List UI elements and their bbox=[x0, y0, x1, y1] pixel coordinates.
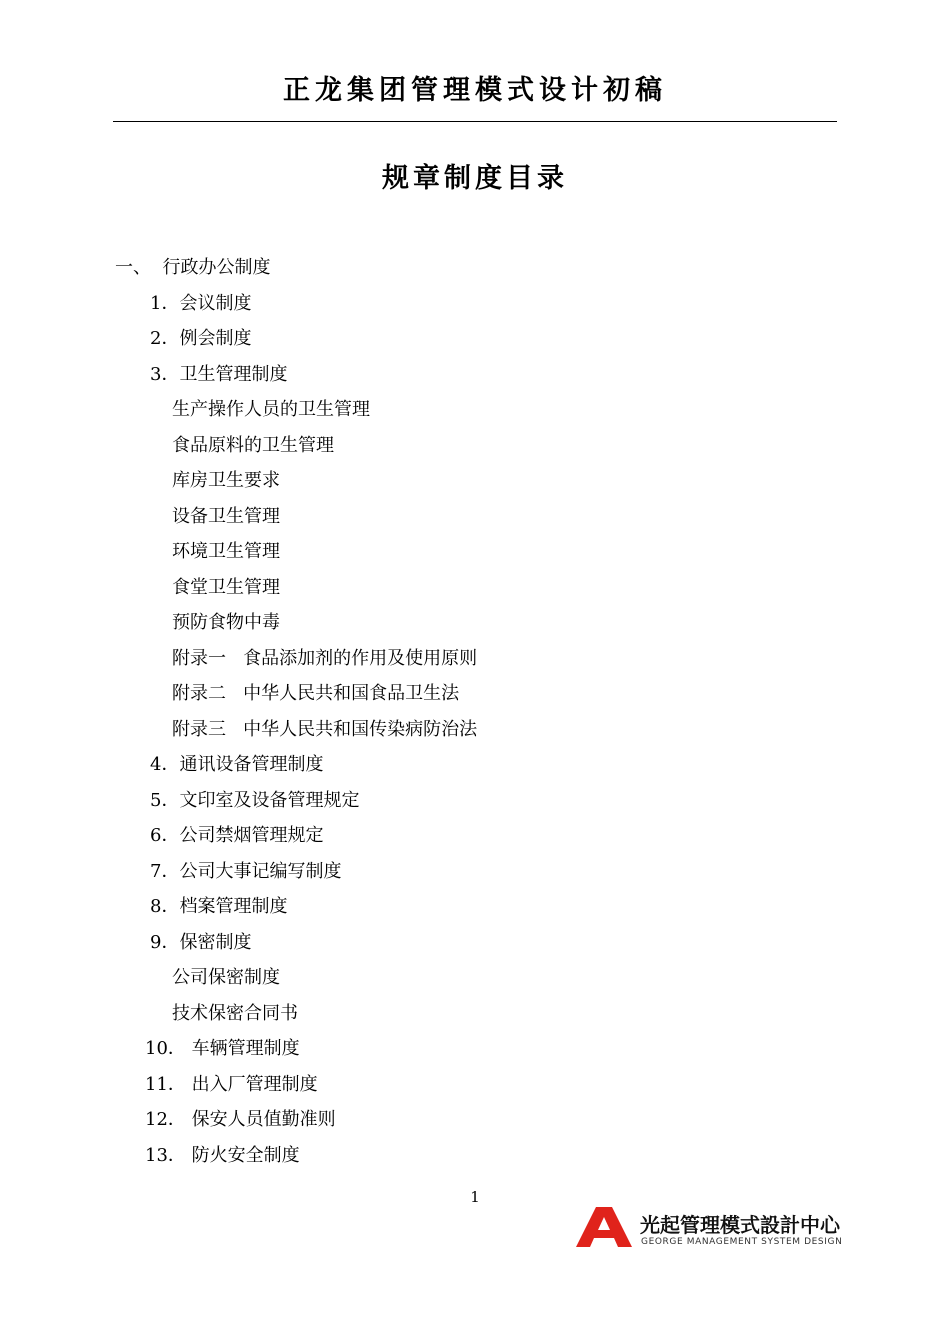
toc-item: 3．卫生管理制度 bbox=[150, 363, 288, 385]
logo-name-en: GEORGE MANAGEMENT SYSTEM DESIGN bbox=[641, 1237, 843, 1247]
toc-item: 9．保密制度 bbox=[150, 931, 252, 953]
toc-item: 12． 保安人员值勤准则 bbox=[145, 1109, 336, 1130]
header-divider bbox=[113, 121, 837, 122]
toc-item: 7．公司大事记编写制度 bbox=[150, 860, 342, 882]
logo-name-cn: 光起管理模式設計中心 bbox=[640, 1213, 840, 1237]
toc-section-heading: 一、 行政办公制度 bbox=[115, 257, 271, 278]
toc-item: 2．例会制度 bbox=[150, 328, 252, 349]
toc-item: 4．通讯设备管理制度 bbox=[150, 754, 324, 775]
toc-subitem: 库房卫生要求 bbox=[172, 470, 280, 491]
toc-item: 13． 防火安全制度 bbox=[145, 1144, 300, 1166]
toc-item: 8．档案管理制度 bbox=[150, 896, 288, 917]
toc-item: 11． 出入厂管理制度 bbox=[145, 1073, 318, 1095]
toc-subitem: 预防食物中毒 bbox=[172, 612, 280, 633]
toc-subitem: 公司保密制度 bbox=[172, 967, 280, 988]
toc-item: 1．会议制度 bbox=[150, 292, 252, 314]
toc-item: 10． 车辆管理制度 bbox=[145, 1038, 300, 1059]
page-number: 1 bbox=[470, 1188, 480, 1206]
letter-a-logo-icon bbox=[574, 1207, 634, 1247]
toc-subitem: 附录一 食品添加剂的作用及使用原则 bbox=[172, 647, 478, 669]
toc-subitem: 生产操作人员的卫生管理 bbox=[172, 399, 370, 420]
toc-subitem: 食堂卫生管理 bbox=[172, 576, 280, 598]
toc-subitem: 附录二 中华人民共和国食品卫生法 bbox=[172, 683, 460, 704]
toc-subitem: 设备卫生管理 bbox=[172, 505, 280, 527]
toc-item: 6．公司禁烟管理规定 bbox=[150, 825, 324, 846]
toc-subitem: 环境卫生管理 bbox=[172, 541, 280, 562]
header-title: 正龙集团管理模式设计初稿 bbox=[283, 75, 667, 106]
toc-item: 5．文印室及设备管理规定 bbox=[150, 789, 360, 811]
logo-a-notch-right bbox=[607, 1241, 613, 1247]
toc-subitem: 食品原料的卫生管理 bbox=[172, 434, 334, 456]
document-title: 规章制度目录 bbox=[382, 163, 568, 194]
logo-a-notch-left bbox=[595, 1241, 601, 1247]
toc-subitem: 技术保密合同书 bbox=[172, 1002, 298, 1024]
company-logo bbox=[574, 1207, 844, 1251]
toc-subitem: 附录三 中华人民共和国传染病防治法 bbox=[172, 718, 478, 740]
